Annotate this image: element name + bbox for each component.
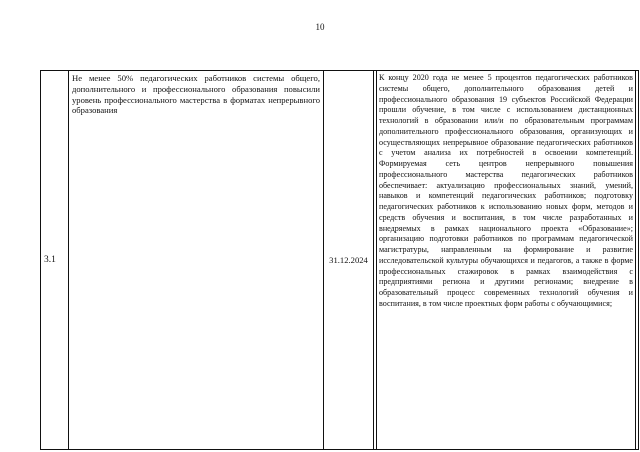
table-row <box>41 71 639 450</box>
result-wrapper <box>374 71 638 449</box>
deadline-date: 31.12.2024 <box>324 71 374 450</box>
results-table <box>40 70 639 450</box>
row-number: 3.1 <box>41 71 69 450</box>
page-number: 10 <box>315 22 325 32</box>
result-cell <box>374 71 639 450</box>
result-text: К концу 2020 года не менее 5 процентов педагогических работников системы общего, дополнительного образования детей и профессионального образования 19 субъектов Российской Федерации прошли обучение, в том числе с использованием дистанционных технологий в образовании или/и по образовательным программам дополнительного профессионального образования, организующих и осуществляющих непрерывное образование педагогических работников с учетом анализа их потребностей в освоении компетенций. Формируемая сеть центров непрерывного повышения профессионального мастерства педагогических работников обеспечивает: актуализацию профессиональных знаний, умений, навыков и компетенций педагогических работников; подготовку педагогических работников к использованию новых форм, методов и средств обучения и воспитания, в том числе разработанных и внедряемых в рамках национального проекта «Образование»; организацию подготовки работников по программам педагогической магистратуры, направленным на формирование и развитие исследовательской культуры обучающихся и педагогов, а также в форме профессиональных стажировок в рамках взаимодействия с предприятиями региона и другими регионами; внедрение в образовательный процесс современных технологий обучения и воспитания, в том числе проектных форм работы с обучающимися; <box>376 71 636 449</box>
goal-text: Не менее 50% педагогических работников системы общего, дополнительного и профессионального образования повысили уровень профессионального мастерства в форматах непрерывного образования <box>69 71 324 450</box>
